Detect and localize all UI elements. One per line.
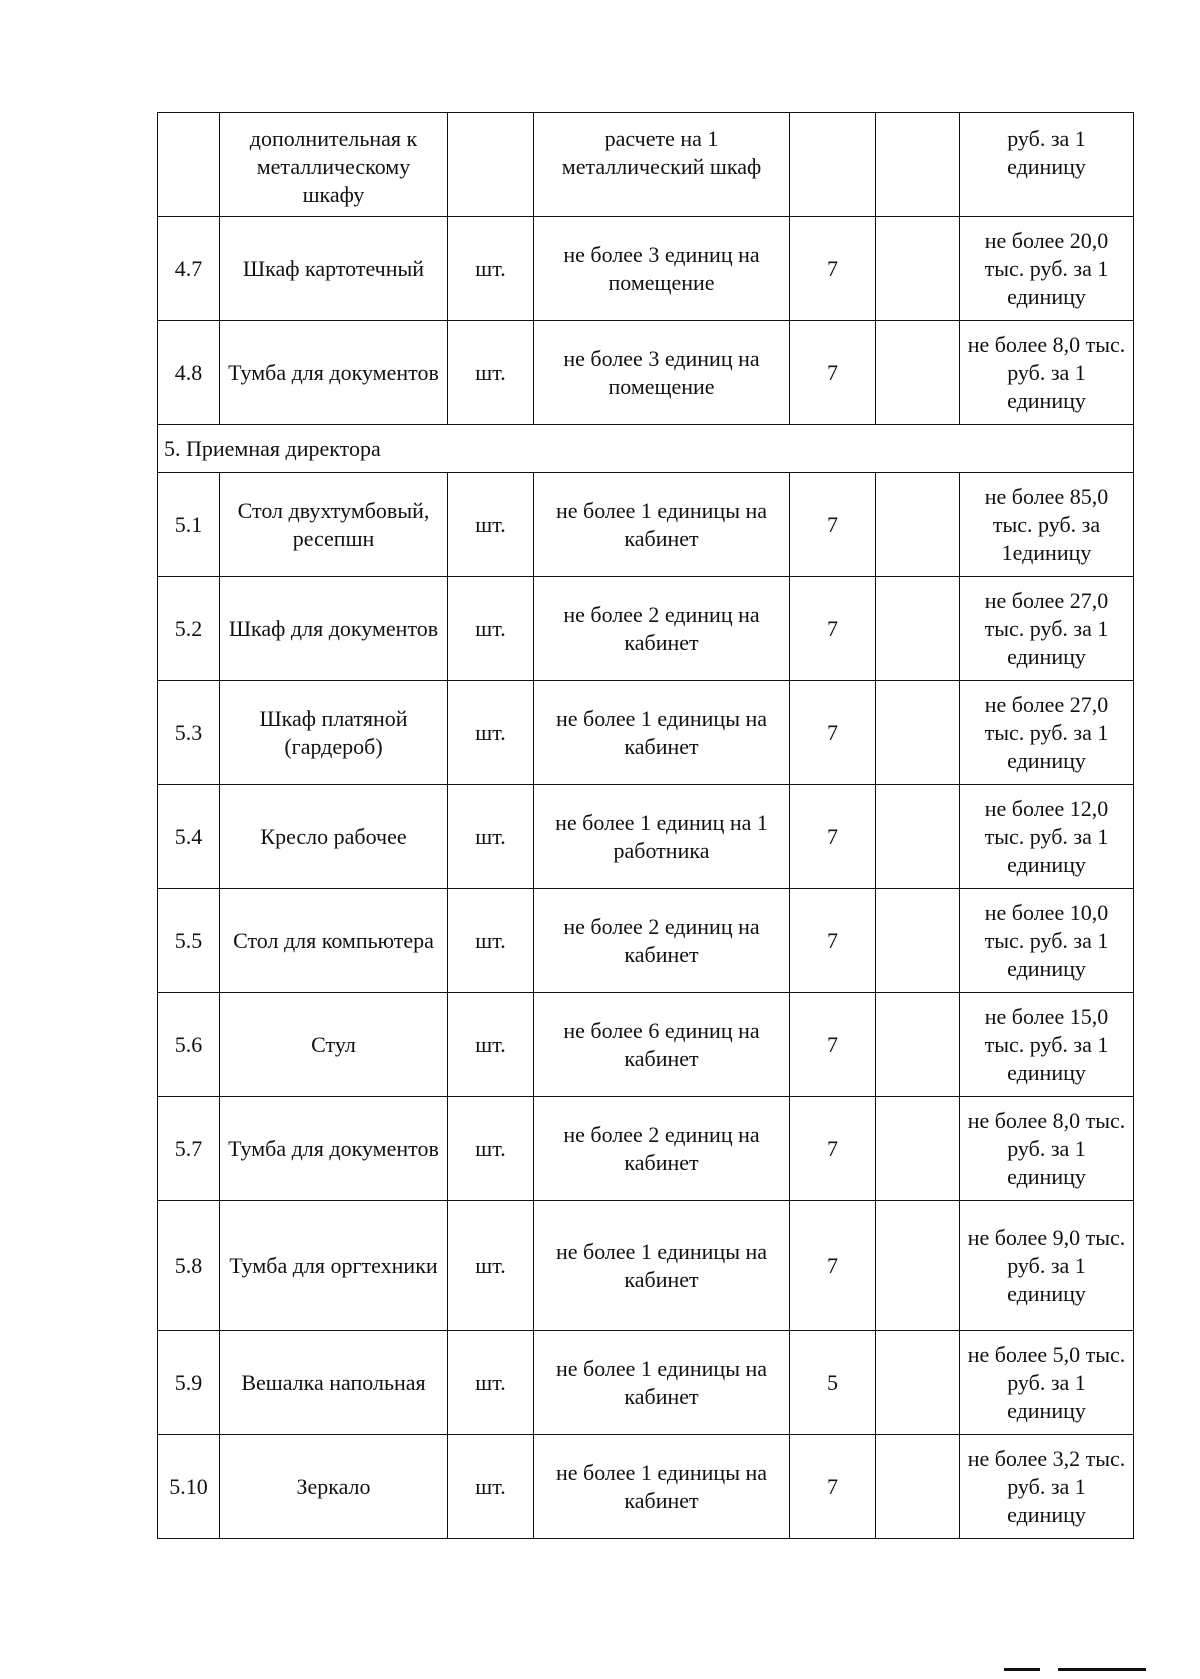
name-cell: Тумба для оргтехники	[220, 1201, 448, 1331]
years-cell: 7	[790, 1201, 876, 1331]
name-cell: Шкаф платяной (гардероб)	[220, 681, 448, 785]
norm-cell: не более 6 единиц на кабинет	[534, 993, 790, 1097]
norm-cell: не более 1 единицы на кабинет	[534, 1331, 790, 1435]
unit-cell: шт.	[448, 785, 534, 889]
norm-cell: не более 1 единицы на кабинет	[534, 1201, 790, 1331]
norm-cell: не более 1 единиц на 1 работника	[534, 785, 790, 889]
name-cell: Шкаф картотечный	[220, 217, 448, 321]
years-cell: 7	[790, 577, 876, 681]
price-cell: не более 15,0 тыс. руб. за 1 единицу	[960, 993, 1134, 1097]
unit-cell: шт.	[448, 1201, 534, 1331]
scan-edge-mark	[1004, 1668, 1040, 1671]
extra-cell	[876, 577, 960, 681]
norm-cell: не более 2 единиц на кабинет	[534, 577, 790, 681]
years-cell: 7	[790, 217, 876, 321]
years-cell: 7	[790, 889, 876, 993]
name-cell: Тумба для документов	[220, 321, 448, 425]
unit-cell: шт.	[448, 577, 534, 681]
extra-cell	[876, 113, 960, 217]
unit-cell: шт.	[448, 889, 534, 993]
name-cell: Зеркало	[220, 1435, 448, 1539]
unit-cell: шт.	[448, 1331, 534, 1435]
unit-cell: шт.	[448, 217, 534, 321]
name-cell: дополнительная к металлическому шкафу	[220, 113, 448, 217]
price-cell: не более 3,2 тыс. руб. за 1 единицу	[960, 1435, 1134, 1539]
norm-cell: не более 1 единицы на кабинет	[534, 473, 790, 577]
extra-cell	[876, 681, 960, 785]
years-cell: 7	[790, 785, 876, 889]
name-cell: Шкаф для документов	[220, 577, 448, 681]
years-cell: 7	[790, 321, 876, 425]
years-cell: 5	[790, 1331, 876, 1435]
num-cell: 5.1	[158, 473, 220, 577]
num-cell: 5.4	[158, 785, 220, 889]
table-row	[158, 473, 1134, 577]
extra-cell	[876, 889, 960, 993]
scan-edge-mark	[1058, 1668, 1146, 1671]
norm-cell: расчете на 1 металлический шкаф	[534, 113, 790, 217]
unit-cell: шт.	[448, 1097, 534, 1201]
unit-cell: шт.	[448, 473, 534, 577]
table-row	[158, 993, 1134, 1097]
price-cell: не более 8,0 тыс. руб. за 1 единицу	[960, 1097, 1134, 1201]
num-cell: 5.3	[158, 681, 220, 785]
price-cell: не более 20,0 тыс. руб. за 1 единицу	[960, 217, 1134, 321]
furniture-norms-table	[157, 112, 1134, 1539]
section-header-row	[158, 425, 1134, 473]
years-cell: 7	[790, 1435, 876, 1539]
num-cell: 5.2	[158, 577, 220, 681]
price-cell: руб. за 1 единицу	[960, 113, 1134, 217]
price-cell: не более 27,0 тыс. руб. за 1 единицу	[960, 577, 1134, 681]
num-cell: 5.9	[158, 1331, 220, 1435]
years-cell: 7	[790, 681, 876, 785]
price-cell: не более 85,0 тыс. руб. за 1единицу	[960, 473, 1134, 577]
years-cell: 7	[790, 1097, 876, 1201]
table-row	[158, 1097, 1134, 1201]
table-row	[158, 577, 1134, 681]
years-cell: 7	[790, 993, 876, 1097]
norm-cell: не более 3 единиц на помещение	[534, 217, 790, 321]
table-row	[158, 321, 1134, 425]
table-row	[158, 889, 1134, 993]
name-cell: Тумба для документов	[220, 1097, 448, 1201]
norm-cell: не более 2 единиц на кабинет	[534, 889, 790, 993]
name-cell: Стол для компьютера	[220, 889, 448, 993]
table-row	[158, 785, 1134, 889]
extra-cell	[876, 1097, 960, 1201]
table-row-continuation	[158, 113, 1134, 217]
norm-cell: не более 1 единицы на кабинет	[534, 681, 790, 785]
extra-cell	[876, 1435, 960, 1539]
num-cell	[158, 113, 220, 217]
table-row	[158, 1201, 1134, 1331]
years-cell	[790, 113, 876, 217]
num-cell: 5.5	[158, 889, 220, 993]
norm-cell: не более 2 единиц на кабинет	[534, 1097, 790, 1201]
extra-cell	[876, 321, 960, 425]
norm-cell: не более 3 единиц на помещение	[534, 321, 790, 425]
price-cell: не более 8,0 тыс. руб. за 1 единицу	[960, 321, 1134, 425]
name-cell: Кресло рабочее	[220, 785, 448, 889]
num-cell: 4.8	[158, 321, 220, 425]
price-cell: не более 27,0 тыс. руб. за 1 единицу	[960, 681, 1134, 785]
price-cell: не более 12,0 тыс. руб. за 1 единицу	[960, 785, 1134, 889]
table-row	[158, 1331, 1134, 1435]
name-cell: Стул	[220, 993, 448, 1097]
price-cell: не более 10,0 тыс. руб. за 1 единицу	[960, 889, 1134, 993]
num-cell: 5.6	[158, 993, 220, 1097]
extra-cell	[876, 1331, 960, 1435]
num-cell: 5.8	[158, 1201, 220, 1331]
section-title: 5. Приемная директора	[158, 425, 1134, 473]
table-row	[158, 217, 1134, 321]
extra-cell	[876, 785, 960, 889]
table-row	[158, 681, 1134, 785]
norm-cell: не более 1 единицы на кабинет	[534, 1435, 790, 1539]
unit-cell	[448, 113, 534, 217]
price-cell: не более 9,0 тыс. руб. за 1 единицу	[960, 1201, 1134, 1331]
unit-cell: шт.	[448, 1435, 534, 1539]
years-cell: 7	[790, 473, 876, 577]
extra-cell	[876, 993, 960, 1097]
unit-cell: шт.	[448, 321, 534, 425]
extra-cell	[876, 217, 960, 321]
name-cell: Вешалка напольная	[220, 1331, 448, 1435]
num-cell: 5.7	[158, 1097, 220, 1201]
num-cell: 5.10	[158, 1435, 220, 1539]
table-row	[158, 1435, 1134, 1539]
extra-cell	[876, 473, 960, 577]
num-cell: 4.7	[158, 217, 220, 321]
extra-cell	[876, 1201, 960, 1331]
price-cell: не более 5,0 тыс. руб. за 1 единицу	[960, 1331, 1134, 1435]
unit-cell: шт.	[448, 681, 534, 785]
name-cell: Стол двухтумбовый, ресепшн	[220, 473, 448, 577]
unit-cell: шт.	[448, 993, 534, 1097]
